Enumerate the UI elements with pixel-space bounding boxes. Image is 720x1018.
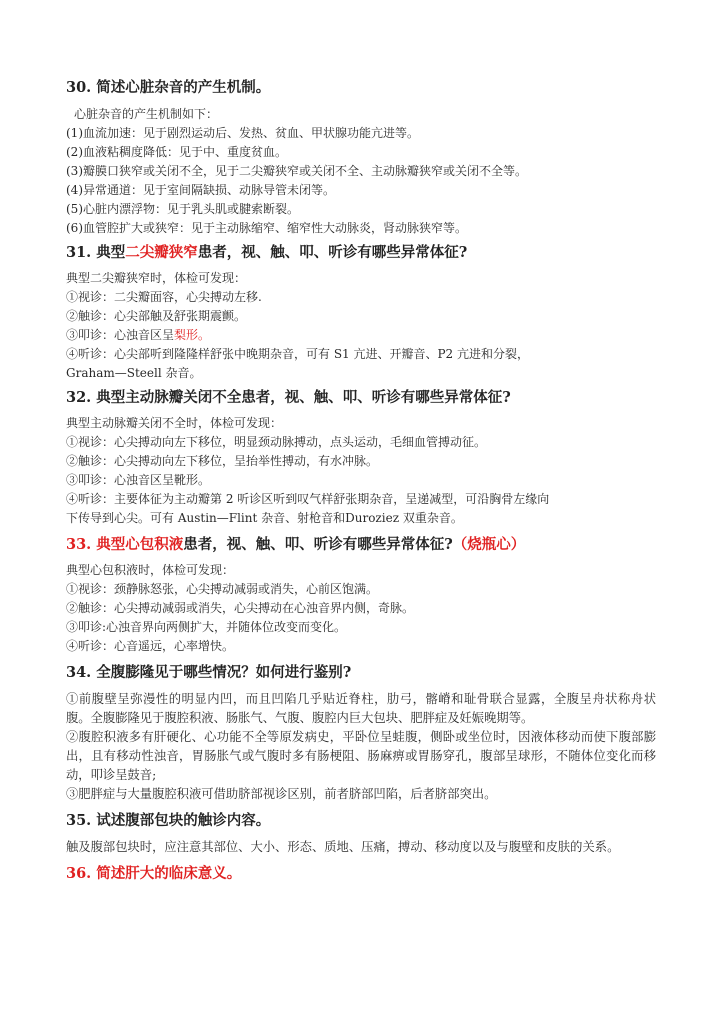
question-33-title [66,534,656,556]
document-page [66,70,656,885]
question-31-title [66,242,656,264]
q33-item-1: ①视诊：颈静脉怒张，心尖搏动减弱或消失，心前区饱满。 [66,582,379,596]
q31-intro: 典型二尖瓣狭窄时，体检可发现： [66,271,247,285]
q34-paragraph-1: ①前腹壁呈弥漫性的明显内凹，而且凹陷几乎贴近脊柱，肋弓，髂嵴和耻骨联合显露，全腹呈舟状称舟状腹。全腹膨隆见于腹腔积液、肠胀气、气腹、腹腔内巨大包块、肥胖症及妊娠晚期等。 [66,692,656,725]
q31-item-3-text: ③叩诊：心浊音区呈 [66,328,175,342]
q30-item-2: (2)血液粘稠度降低：见于中、重度贫血。 [66,145,287,159]
q31-item-4b: Graham—Steell 杂音。 [66,366,202,380]
q31-item-3-highlight: 梨形。 [174,328,211,342]
q31-item-4a: ④听诊：心尖部听到隆隆样舒张中晚期杂音，可有 S1 亢进、开瓣音、P2 亢进和分裂， [66,347,530,361]
q31-title-highlight: 二尖瓣狭窄 [125,244,198,261]
q31-item-1: ①视诊：二尖瓣面容，心尖搏动左移. [66,290,262,304]
q30-item-3: (3)瓣膜口狭窄或关闭不全，见于二尖瓣狭窄或关闭不全、主动脉瓣狭窄或关闭不全等。 [66,164,528,178]
q31-item-3 [66,326,656,345]
question-32-title: 32. 典型主动脉瓣关闭不全患者，视、触、叩、听诊有哪些异常体征? [66,389,511,406]
question-34-title: 34. 全腹膨隆见于哪些情况？如何进行鉴别? [66,664,352,681]
q33-item-3: ③叩诊:心浊音界向两侧扩大，并随体位改变而变化。 [66,620,347,634]
q30-item-1: (1)血流加速：见于剧烈运动后、发热、贫血、甲状腺功能亢进等。 [66,126,420,140]
q33-item-4: ④听诊：心音遥远，心率增快。 [66,639,235,653]
q30-item-6: (6)血管腔扩大或狭窄：见于主动脉缩窄、缩窄性大动脉炎，肾动脉狭窄等。 [66,221,468,235]
q35-paragraph-1: 触及腹部包块时，应注意其部位、大小、形态、质地、压痛，搏动、移动度以及与腹壁和皮肤的关系。 [66,840,620,854]
q31-item-2: ②触诊：心尖部触及舒张期震颤。 [66,309,247,323]
q33-title-note: （烧瓶心） [452,536,526,553]
q33-intro: 典型心包积液时，体检可发现： [66,563,235,577]
q34-paragraph-3: ③肥胖症与大量腹腔积液可借助脐部视诊区别，前者脐部凹陷，后者脐部突出。 [66,787,497,801]
q30-item-4: (4)异常通道：见于室间隔缺损、动脉导管未闭等。 [66,183,335,197]
q32-item-4b: 下传导到心尖。可有 Austin—Flint 杂音、射枪音和Duroziez 双重杂音。 [66,511,463,525]
q30-item-5: (5)心脏内漂浮物：见于乳头肌或腱索断裂。 [66,202,299,216]
q32-item-3: ③叩诊：心浊音区呈靴形。 [66,473,211,487]
q30-intro: 心脏杂音的产生机制如下： [74,107,219,121]
q32-item-2: ②触诊：心尖搏动向左下移位，呈抬举性搏动，有水冲脉。 [66,454,379,468]
q32-item-1: ①视诊：心尖搏动向左下移位，明显颈动脉搏动，点头运动，毛细血管搏动征。 [66,435,487,449]
q31-title-suffix: 患者，视、触、叩、听诊有哪些异常体征? [197,244,468,261]
q32-intro: 典型主动脉瓣关闭不全时，体检可发现： [66,416,283,430]
q33-title-suffix: 患者，视、触、叩、听诊有哪些异常体征? [183,536,453,553]
q33-title-prefix: 33. 典型 [66,536,126,553]
question-35-title: 35. 试述腹部包块的触诊内容。 [66,812,271,829]
q31-title-prefix: 31. 典型 [66,244,126,261]
q34-paragraph-2: ②腹腔积液多有肝硬化、心功能不全等原发病史，平卧位呈蛙腹，侧卧或坐位时，因液体移动而使下腹部膨出，且有移动性浊音，胃肠胀气或气腹时多有肠梗阻、肠麻痹或胃肠穿孔，腹部呈球形，不随体位变化而移动，叩诊呈鼓音; [66,730,656,782]
question-36-title: 36. 简述肝大的临床意义。 [66,865,242,882]
question-30-title: 30. 简述心脏杂音的产生机制。 [66,79,271,96]
q32-item-4a: ④听诊：主要体征为主动瓣第 2 听诊区听到叹气样舒张期杂音，呈递减型，可沿胸骨左缘向 [66,492,550,506]
q33-item-2: ②触诊：心尖搏动减弱或消失，心尖搏动在心浊音界内侧，奇脉。 [66,601,415,615]
q33-title-highlight: 心包积液 [125,536,184,553]
